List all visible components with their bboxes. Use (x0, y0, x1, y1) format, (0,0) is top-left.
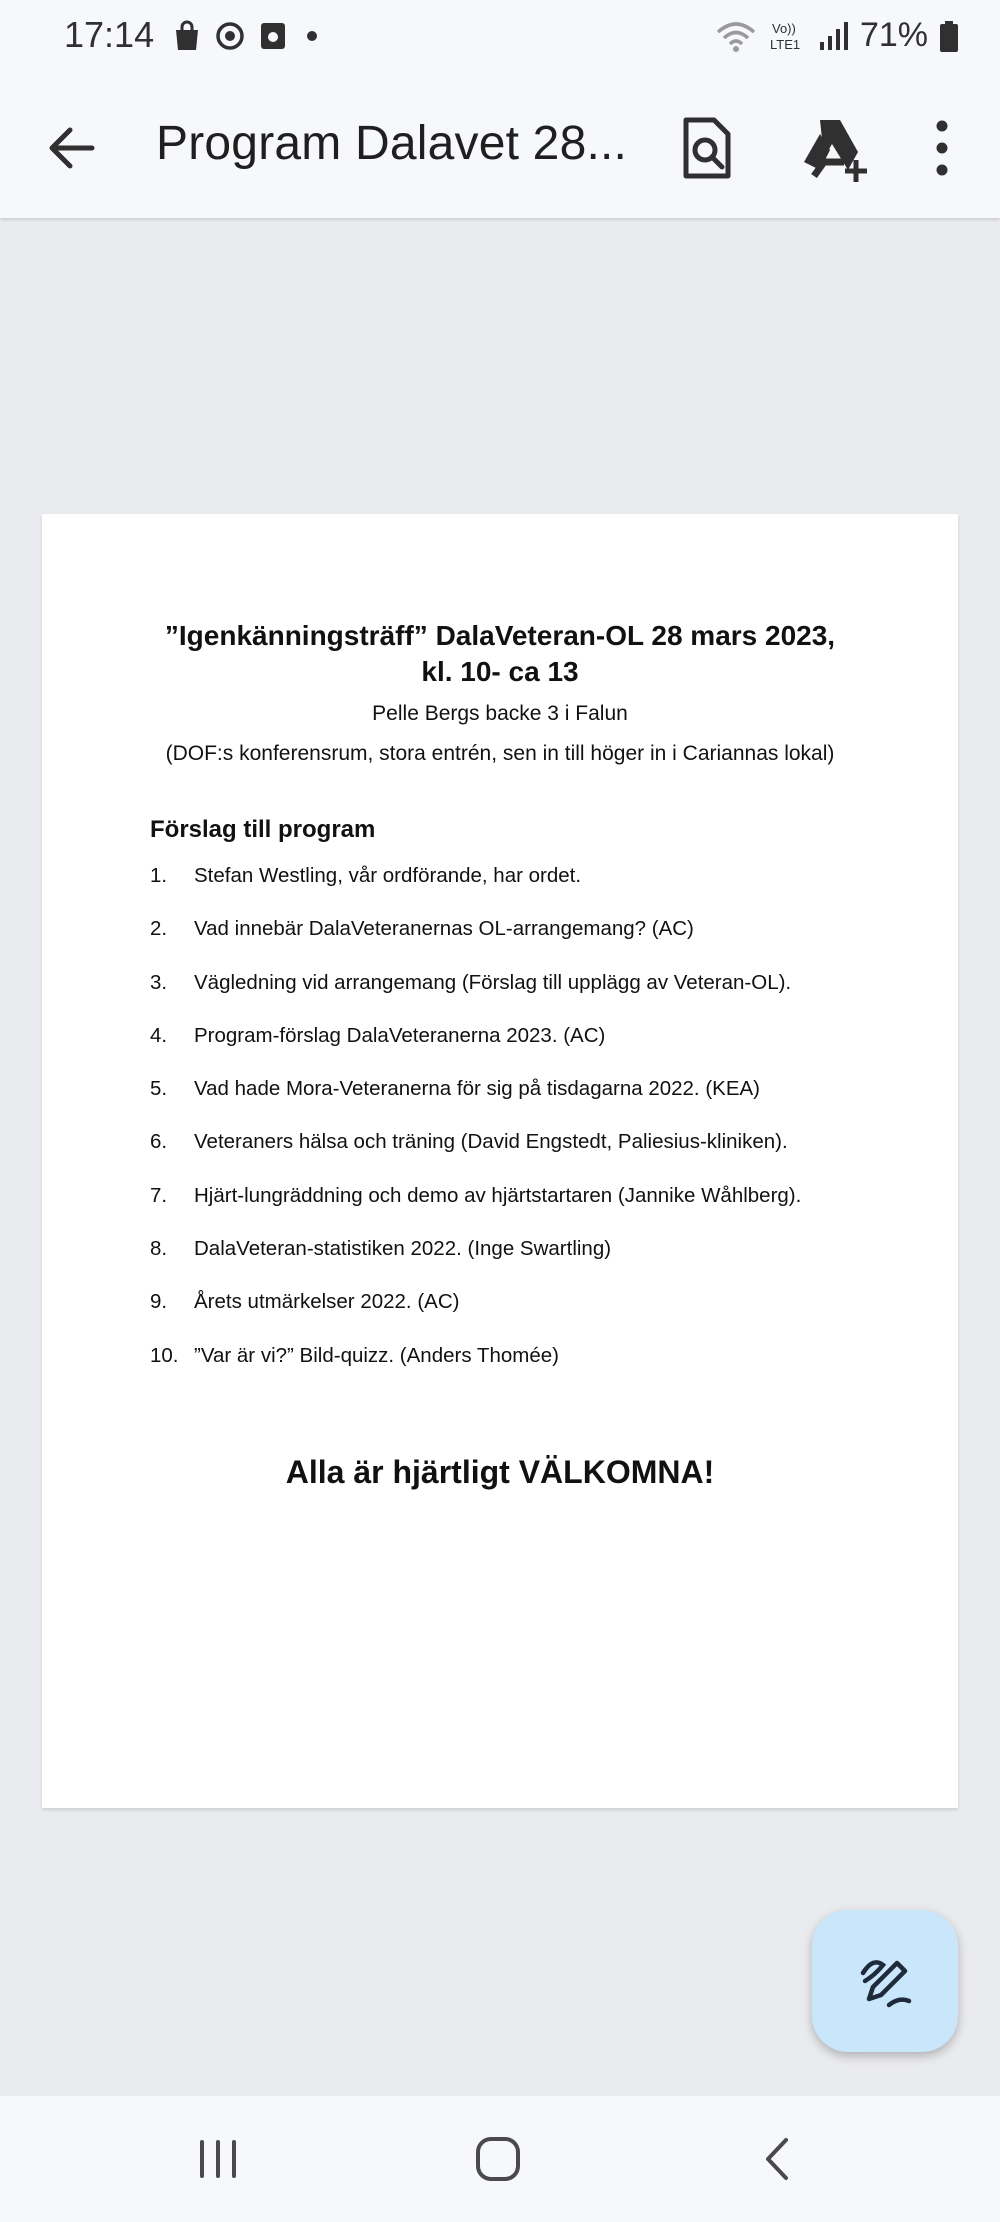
navigation-bar (0, 2096, 1000, 2222)
svg-text:Vo)): Vo)) (771, 20, 796, 36)
document-page (42, 514, 958, 1808)
recent-apps-icon (178, 2124, 258, 2194)
item-text: Vad innebär DalaVeteranernas OL-arrangemang? (AC) (194, 917, 694, 941)
document-title: Program Dalavet 28... (156, 117, 628, 170)
item-text: ”Var är vi?” Bild-quizz. (Anders Thomée) (194, 1343, 559, 1367)
item-number: 9. (150, 1290, 168, 1314)
svg-text:LTE1: LTE1 (769, 36, 801, 52)
sync-icon (214, 20, 246, 52)
status-time: 17:14 (64, 14, 155, 55)
item-text: Veteraners hälsa och träning (David Engstedt, Paliesius-kliniken). (194, 1130, 788, 1154)
home-icon (458, 2124, 538, 2194)
item-number: 2. (150, 917, 168, 941)
section-heading: Förslag till program (150, 816, 376, 843)
back-icon (40, 116, 104, 180)
home-button[interactable] (458, 2124, 538, 2194)
doc-location: (DOF:s konferensrum, stora entrén, sen in till höger in i Cariannas lokal) (165, 742, 835, 765)
item-text: Hjärt-lungräddning och demo av hjärtstartaren (Jannike Wåhlberg). (194, 1183, 802, 1207)
item-text: Vad hade Mora-Veteranerna för sig på tisdagarna 2022. (KEA) (194, 1077, 760, 1101)
doc-title-line1: ”Igenkänningsträff” DalaVeteran-OL 28 mars 2023, (164, 620, 836, 651)
back-nav-icon (738, 2124, 818, 2194)
item-text: DalaVeteran-statistiken 2022. (Inge Swartling) (194, 1237, 612, 1261)
item-number: 7. (150, 1183, 168, 1207)
item-text: Årets utmärkelser 2022. (AC) (194, 1290, 460, 1314)
item-number: 4. (150, 1023, 168, 1047)
back-button[interactable] (40, 116, 104, 180)
item-text: Program-förslag DalaVeteranerna 2023. (AC) (194, 1023, 606, 1047)
battery-percentage: 71% (859, 16, 928, 54)
add-to-drive-button[interactable] (794, 110, 870, 186)
status-bar (0, 0, 1000, 72)
app-bar (0, 72, 1000, 218)
battery-icon (938, 18, 960, 54)
doc-title-line2: kl. 10- ca 13 (421, 656, 579, 687)
recent-apps-button[interactable] (178, 2124, 258, 2194)
item-number: 5. (150, 1077, 168, 1101)
more-options-button[interactable] (904, 110, 980, 186)
item-number: 1. (150, 864, 168, 887)
edit-pen-icon (855, 1951, 915, 2011)
wifi-icon (714, 18, 758, 54)
media-icon (258, 20, 288, 52)
item-number: 3. (150, 970, 168, 994)
item-number: 8. (150, 1237, 168, 1261)
item-number: 10. (150, 1343, 179, 1367)
item-text: Vägledning vid arrangemang (Förslag till upplägg av Veteran-OL). (194, 970, 792, 994)
item-text: Stefan Westling, vår ordförande, har ordet. (194, 864, 582, 887)
back-nav-button[interactable] (738, 2124, 818, 2194)
shopping-bag-icon (172, 20, 202, 52)
status-notification-icons (172, 20, 324, 52)
search-document-icon (668, 110, 744, 186)
search-document-button[interactable] (668, 110, 744, 186)
volte-icon (768, 18, 808, 54)
welcome-text: Alla är hjärtligt VÄLKOMNA! (285, 1454, 715, 1490)
signal-icon (818, 18, 850, 54)
more-vert-icon (904, 110, 980, 186)
status-system-icons (714, 16, 960, 55)
doc-address: Pelle Bergs backe 3 i Falun (372, 702, 628, 725)
dot-icon (300, 20, 324, 52)
edit-fab-button[interactable] (812, 1910, 958, 2052)
add-to-drive-icon (794, 110, 870, 186)
item-number: 6. (150, 1130, 168, 1154)
